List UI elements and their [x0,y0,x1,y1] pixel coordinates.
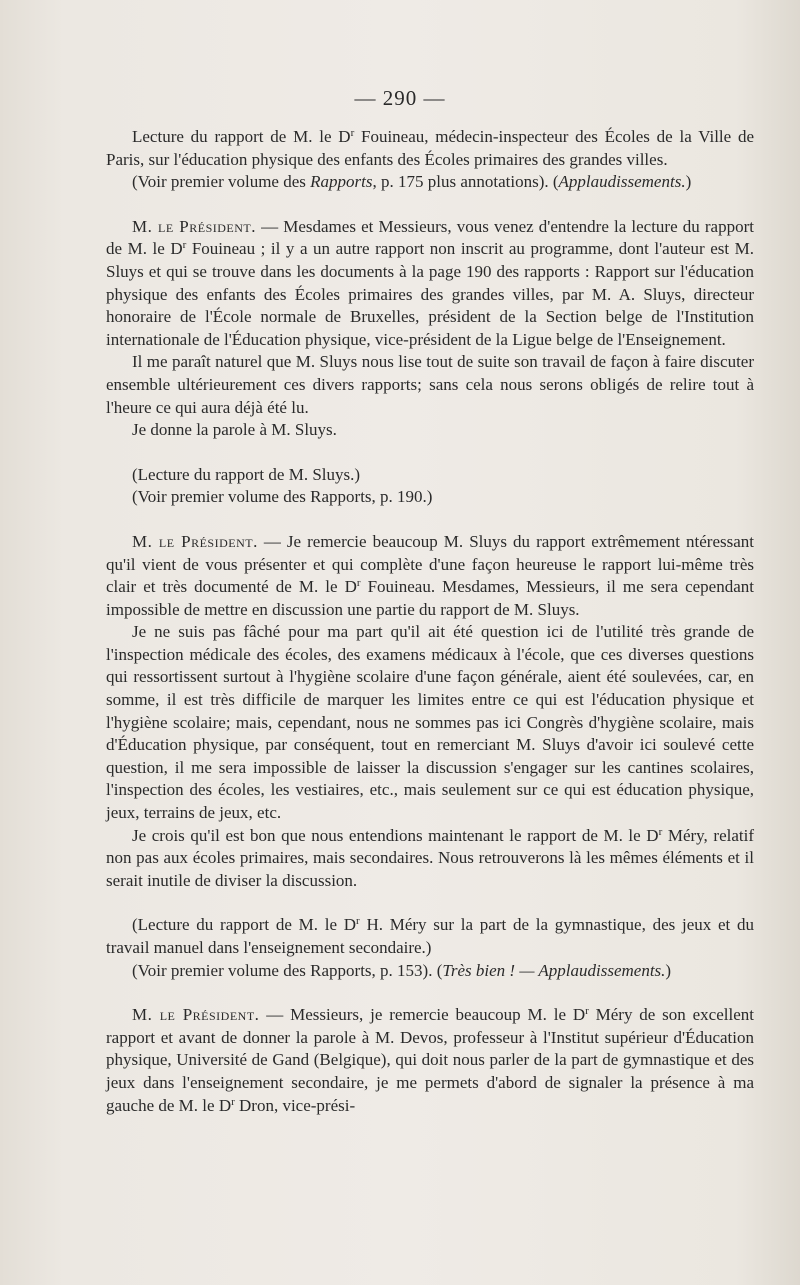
paragraph-12: (Voir premier volume des Rapports, p. 153). (Très bien ! — Applaudissements.) [132,960,672,980]
paragraph-4: Il me paraît naturel que M. Sluys nous lise tout de suite son travail de façon à faire discuter ensemble ultérieurement ces divers rapports; sans cela nous serons obligés de relire tout à l'heure ce qui aura déjà été lu. [106,352,754,417]
paragraph-13: M. le Président. — Messieurs, je remercie beaucoup M. le $D^r$ Méry de son excellent rapport et avant de donner la parole à M. Devos, professeur à l'Institut supérieur d'Éducation physique, Université de Gand (Belgique), qui doit nous parler de la part de gymnastique et des jeux dans l'enseignement secondaire, je me permets d'abord de signaler la présence à ma gauche de M. le $D^r$ Dron, vice-prési- [106,1005,754,1115]
paragraph-1: Lecture du rapport de M. le $D^r$ Fouineau, médecin-inspecteur des Écoles de la Ville de Paris, sur l'éducation physique des enfants des Écoles primaires des grandes villes. [106,127,754,169]
body-text [106,126,754,1117]
paragraph-5: Je donne la parole à M. Sluys. [132,420,337,440]
paragraph-10: Je crois qu'il est bon que nous entendions maintenant le rapport de M. le $D^r$ Méry, relatif non pas aux écoles primaires, mais secondaires. Nous retrouverons là les mêmes éléments et il serait inutile de diviser la discussion. [106,825,754,890]
paragraph-9: Je ne suis pas fâché pour ma part qu'il ait été question ici de l'utilité très grande de l'inspection médicale des écoles, des examens médicaux à l'école, que ces diverses questions qui ressortissent surtout à l'hygiène scolaire d'une façon générale, aient été soulevées, car, en somme, il est très difficile de marquer les limites entre ce qui est l'éducation physique et l'hygiène scolaire; mais, cependant, nous ne sommes pas ici Congrès d'hygiène scolaire, mais d'Éducation physique, par conséquent, tout en remerciant M. Sluys d'avoir ici soulevé cette question, il me sera impossible de laisser la discussion s'engager sur les cantines scolaires, l'inspection des écoles, les vestiaires, etc., mais seulement sur ce qui est éducation physique, jeux, terrains de jeux, etc. [106,622,754,823]
paragraph-6: (Lecture du rapport de M. Sluys.) [132,464,361,484]
speaker-label: M. le Président. [132,216,256,236]
page-number: — 290 — [354,86,446,110]
paragraph-3: M. le Président. — Mesdames et Messieurs, vous venez d'entendre la lecture du rapport de M. le $D^r$ Fouineau ; il y a un autre rapport non inscrit au programme, dont l'auteur est M. Sluys et qui se trouve dans les documents à la page 190 des rapports : Rapport sur l'éducation physique des enfants des Écoles primaires des grandes villes, par M. A. Sluys, directeur honoraire de l'École normale de Bruxelles, président de la Section belge de l'Institution internationale de l'Éducation physique, vice-président de la Ligue belge de l'Enseignement. [106,216,754,349]
paragraph-7: (Voir premier volume des Rapports, p. 190.) [132,487,433,507]
speaker-label: M. le Président. [132,1005,260,1025]
paragraph-11: (Lecture du rapport de M. le $D^r$ H. Méry sur la part de la gymnastique, des jeux et du travail manuel dans l'enseignement secondaire.) [106,915,754,957]
speaker-label: M. le Président. [132,531,258,551]
paragraph-2: (Voir premier volume des Rapports, p. 175 plus annotations). (Applaudissements.) [132,172,692,192]
paragraph-8: M. le Président. — Je remercie beaucoup M. Sluys du rapport extrêmement ntéressant qu'il vient de vous présenter et qui complète d'une façon heureuse le rapport lui-même très clair et très documenté de M. le $D^r$ Fouineau. Mesdames, Messieurs, il me sera cependant impossible de mettre en discussion une partie du rapport de M. Sluys. [106,531,754,619]
